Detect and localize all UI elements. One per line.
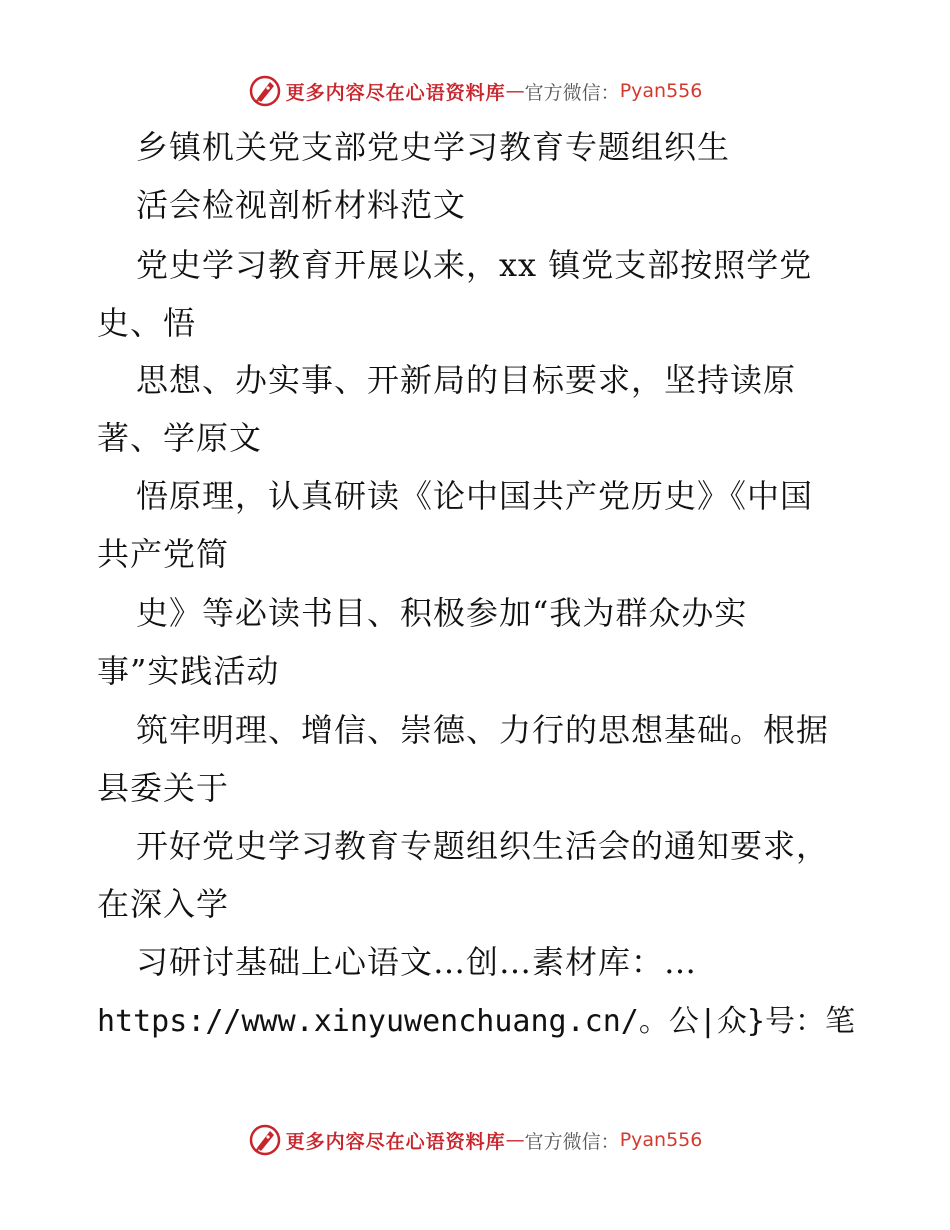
banner-wechat-id: Pyan556 — [619, 1129, 703, 1151]
body-line: 筑牢明理、增信、崇德、力行的思想基础。根据 — [136, 711, 830, 749]
body-line: 悟原理，认真研读《论中国共产党历史》《中国 — [136, 477, 814, 515]
banner-main-text: 更多内容尽在心语资料库 — [285, 81, 506, 104]
body-line: 事”实践活动 — [97, 652, 280, 690]
body-line: 共产党简 — [97, 535, 230, 573]
banner-wechat-label: 官方微信： — [524, 1130, 620, 1153]
footer-banner — [0, 1120, 950, 1160]
body-line: 党史学习教育开展以来，xx 镇党支部按照学党 — [136, 246, 813, 284]
body-line: 县委关于 — [97, 769, 230, 807]
body-line: 习研讨基础上心语文…创…素材库：… — [136, 943, 698, 981]
body-line: 著、学原文 — [97, 419, 263, 457]
banner-wechat-id: Pyan556 — [619, 80, 703, 102]
body-line: 史、悟 — [97, 304, 197, 342]
body-line-url: https://www.xinyuwenchuang.cn/。公|众}号：笔 — [97, 1004, 855, 1039]
banner-dash: — — [505, 1129, 525, 1151]
header-banner — [0, 71, 950, 111]
banner-wechat-label: 官方微信： — [524, 81, 620, 104]
title-line-1: 乡镇机关党支部党史学习教育专题组织生 — [136, 128, 731, 166]
banner-main-text: 更多内容尽在心语资料库 — [285, 1130, 506, 1153]
body-line: 思想、办实事、开新局的目标要求，坚持读原 — [136, 361, 797, 399]
pen-nib-logo-icon — [248, 74, 282, 108]
banner-dash: — — [505, 80, 525, 102]
title-line-2: 活会检视剖析材料范文 — [136, 186, 467, 224]
body-line: 史》等必读书目、积极参加“我为群众办实 — [136, 594, 748, 632]
body-line: 在深入学 — [97, 885, 230, 923]
pen-nib-logo-icon — [248, 1123, 282, 1157]
body-line: 开好党史学习教育专题组织生活会的通知要求， — [136, 827, 830, 865]
